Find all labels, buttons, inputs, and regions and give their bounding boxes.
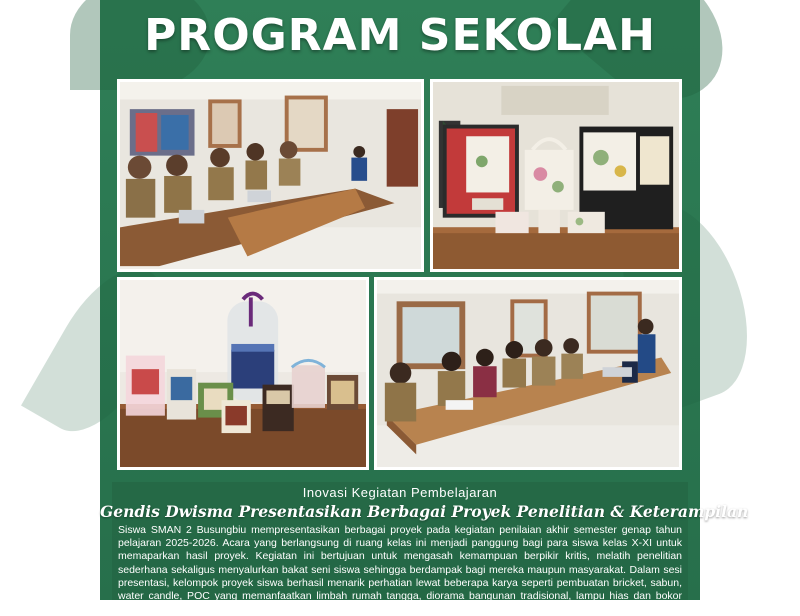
students-presenting-photo [374, 277, 682, 470]
products-display-photo [117, 277, 369, 470]
article-headline: Gendis Dwisma Presentasikan Berbagai Proyek Penelitian & Keterampilan [100, 502, 749, 521]
page-title: PROGRAM SEKOLAH [144, 10, 656, 61]
bags-display-photo [430, 79, 682, 272]
section-subtitle: Inovasi Kegiatan Pembelajaran [302, 485, 498, 500]
poster [100, 0, 749, 616]
teachers-evaluating-photo [117, 79, 424, 272]
article-body: Siswa SMAN 2 Busungbiu mempresentasikan berbagai proyek pada kegiatan penilaian akhir semester genap tahun pelajaran 2025-2026. Acara yang berlangsung di ruang kelas ini menjadi panggung bagi para siswa kelas X-XI untuk memaparkan hasil proyek. Kegiatan ini bertujuan untuk mengasah kemampuan berpikir kritis, melatih penelitian sederhana sekaligus menyalurkan bakat seni siswa sehingga berdampak bagi mereka maupun masyarakat. Dalam sesi presentasi, kelompok proyek siswa berhasil menarik perhatian lewat beberapa karya seperti pembuatan bricket, sabun, water candle, POC yang memanfaatkan limbah rumah tangga, diorama bangunan tradisional, lampu hias dan bokor sebagai penguatan identitas lokal, serta mini green [118, 524, 682, 616]
